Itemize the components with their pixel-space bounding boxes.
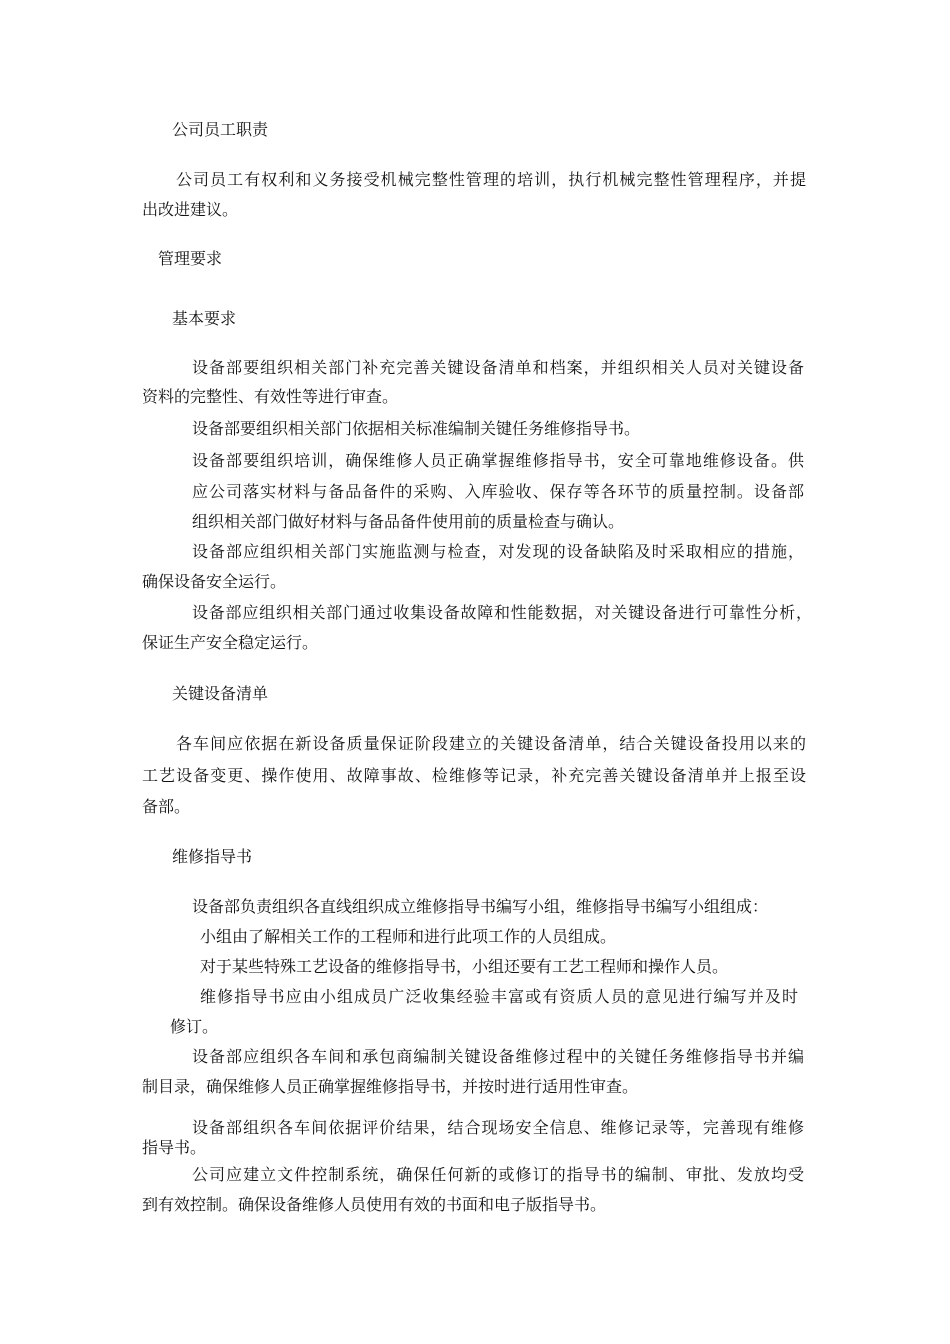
basic-p5-line-1: 设备部应组织相关部门通过收集设备故障和性能数据，对关键设备进行可靠性分析，: [192, 603, 812, 622]
staff-para-line-2: 出改进建议。: [142, 200, 239, 219]
basic-p4-line-1: 设备部应组织相关部门实施监测与检查，对发现的设备缺陷及时采取相应的措施，: [192, 542, 804, 561]
guide-p5-line-2: 制目录，确保维修人员正确掌握维修指导书，并按时进行适用性审查。: [142, 1077, 639, 1096]
list-para-line-2: 工艺设备变更、操作使用、故障事故、检维修等记录，补充完善关键设备清单并上报至设: [142, 766, 806, 785]
heading-basic-requirements: 基本要求: [172, 309, 237, 328]
basic-p5-line-2: 保证生产安全稳定运行。: [142, 633, 319, 652]
guide-p6-line-2: 指导书。: [142, 1138, 207, 1157]
guide-p4-line-2: 修订。: [170, 1017, 219, 1036]
heading-maintenance-guide: 维修指导书: [172, 847, 253, 866]
guide-p7-line-1: 公司应建立文件控制系统，确保任何新的或修订的指导书的编制、审批、发放均受: [192, 1165, 804, 1184]
guide-p6-line-1: 设备部组织各车间依据评价结果，结合现场安全信息、维修记录等，完善现有维修: [192, 1118, 804, 1137]
basic-p1-line-2: 资料的完整性、有效性等进行审查。: [142, 387, 399, 406]
basic-p4-line-2: 确保设备安全运行。: [142, 572, 287, 591]
heading-staff-duties: 公司员工职责: [172, 120, 269, 139]
staff-para-line-1: 公司员工有权利和义务接受机械完整性管理的培训，执行机械完整性管理程序，并提: [176, 170, 806, 189]
list-para-line-3: 备部。: [142, 797, 191, 816]
basic-p2-line-1: 设备部要组织相关部门依据相关标准编制关键任务维修指导书。: [192, 419, 641, 438]
guide-p2-line-1: 小组由了解相关工作的工程师和进行此项工作的人员组成。: [200, 927, 617, 946]
basic-p3-line-2: 应公司落实材料与备品备件的采购、入库验收、保存等各环节的质量控制。设备部: [192, 482, 804, 501]
guide-p5-line-1: 设备部应组织各车间和承包商编制关键设备维修过程中的关键任务维修指导书并编: [192, 1047, 804, 1066]
basic-p3-line-3: 组织相关部门做好材料与备品备件使用前的质量检查与确认。: [192, 512, 625, 531]
heading-management-requirements: 管理要求: [158, 249, 223, 268]
list-para-line-1: 各车间应依据在新设备质量保证阶段建立的关键设备清单，结合关键设备投用以来的: [176, 734, 806, 753]
basic-p1-line-1: 设备部要组织相关部门补充完善关键设备清单和档案，并组织相关人员对关键设备: [192, 358, 804, 377]
heading-key-equipment-list: 关键设备清单: [172, 684, 269, 703]
guide-p1-line-1: 设备部负责组织各直线组织成立维修指导书编写小组，维修指导书编写小组组成：: [192, 897, 769, 916]
basic-p3-line-1: 设备部要组织培训，确保维修人员正确掌握维修指导书，安全可靠地维修设备。供: [192, 451, 804, 470]
guide-p3-line-1: 对于某些特殊工艺设备的维修指导书，小组还要有工艺工程师和操作人员。: [200, 957, 729, 976]
guide-p4-line-1: 维修指导书应由小组成员广泛收集经验丰富或有资质人员的意见进行编写并及时: [200, 987, 798, 1006]
guide-p7-line-2: 到有效控制。确保设备维修人员使用有效的书面和电子版指导书。: [142, 1195, 607, 1214]
